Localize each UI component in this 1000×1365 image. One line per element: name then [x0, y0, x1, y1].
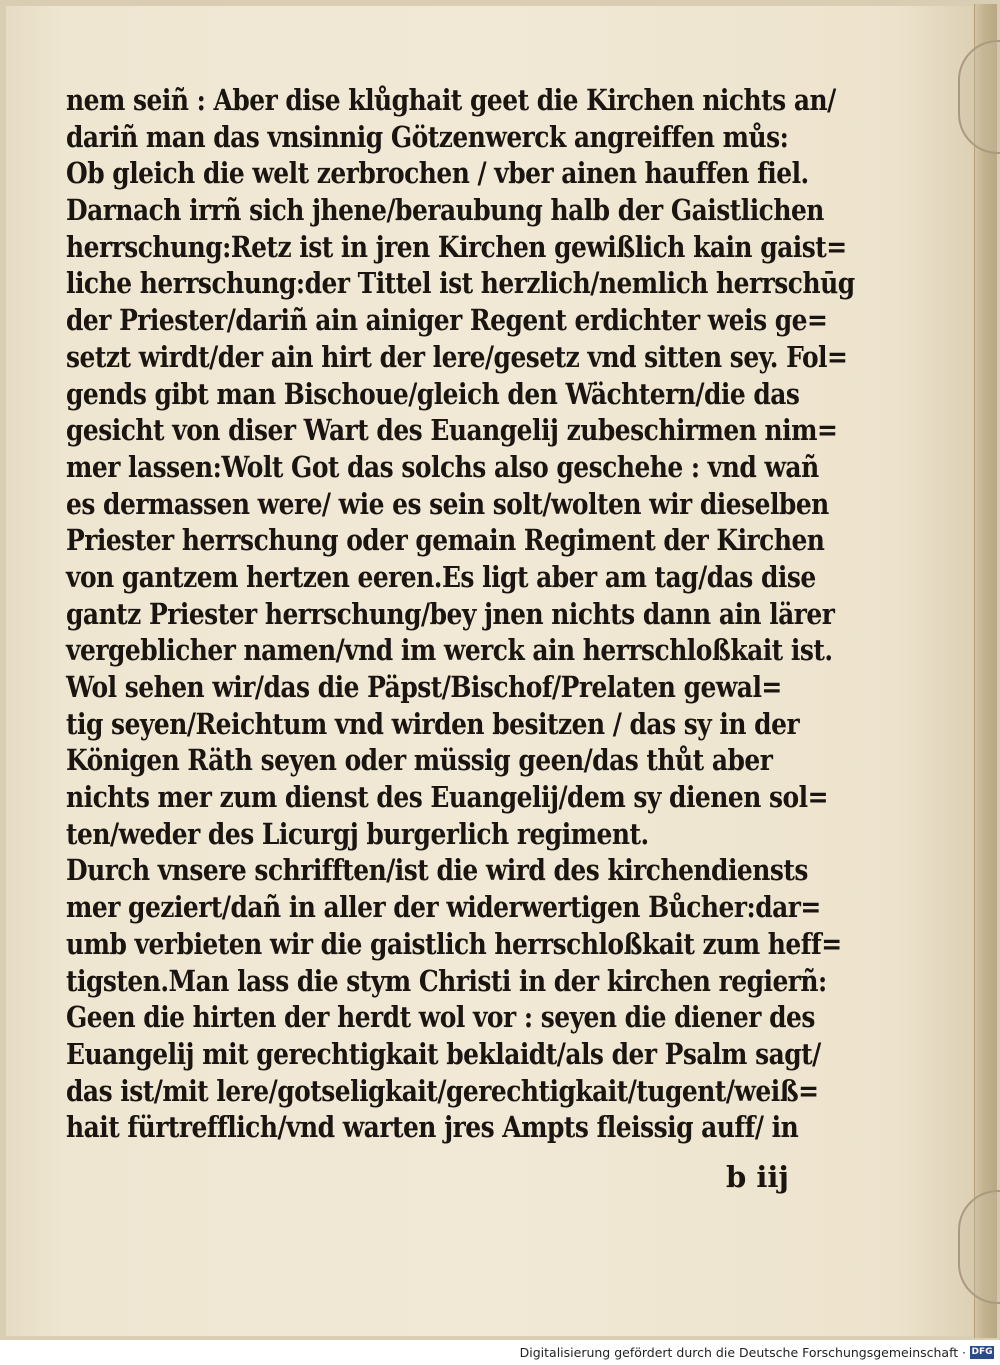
text-line: Euangelij mit gerechtigkait beklaidt/als der Psalm sagt/: [66, 1036, 821, 1071]
footer-credit-wrap: [520, 1345, 966, 1360]
text-line: dariñ man das vnsinnig Götzenwerck angreiffen můs:: [66, 119, 789, 154]
text-line: gends gibt man Bischoue/gleich den Wächtern/die das: [66, 376, 800, 411]
text-line: tigsten.Man lass die stym Christi in der kirchen regierñ:: [66, 963, 827, 998]
text-line: Königen Räth seyen oder müssig geen/das thůt aber: [66, 743, 773, 778]
text-line: Darnach irrñ sich jhene/beraubung halb der Gaistlichen: [66, 193, 824, 228]
text-line: vergeblicher namen/vnd im werck ain herrschloßkait ist.: [66, 633, 833, 668]
text-line: liche herrschung:der Tittel ist herzlich/nemlich herrschūg: [66, 266, 855, 301]
text-line: Geen die hirten der herdt wol vor : seyen die diener des: [66, 1000, 815, 1035]
text-line: nichts mer zum dienst des Euangelij/dem sy dienen sol=: [66, 780, 829, 815]
text-line: Priester herrschung oder gemain Regiment der Kirchen: [66, 523, 825, 558]
clip-mark-top: [958, 40, 1000, 154]
footer-separator: ·: [962, 1346, 966, 1360]
text-line: es dermassen were/ wie es sein solt/wolten wir dieselben: [66, 486, 829, 521]
body-text: [66, 82, 862, 1146]
text-line: das ist/mit lere/gotseligkait/gerechtigkait/tugent/weiß=: [66, 1073, 819, 1108]
text-line: umb verbieten wir die gaistlich herrschloßkait zum heff=: [66, 926, 842, 961]
text-line: Wol sehen wir/das die Päpst/Bischof/Prelaten gewal=: [66, 670, 782, 704]
text-line: hait fürtrefflich/vnd warten jres Ampts fleissig auff/ in: [66, 1110, 799, 1145]
page-edge: [974, 4, 997, 1338]
dfg-logo-icon: DFG: [971, 1347, 993, 1357]
text-line: tig seyen/Reichtum vnd wirden besitzen / das sy in der: [66, 706, 800, 741]
text-line: gantz Priester herrschung/bey jnen nichts dann ain lärer: [66, 596, 835, 631]
text-line: ten/weder des Licurgj burgerlich regiment.: [66, 816, 649, 851]
text-line: gesicht von diser Wart des Euangelij zubeschirmen nim=: [66, 413, 838, 448]
clip-mark-bottom: [958, 1190, 1000, 1304]
text-line: mer geziert/dañ in aller der widerwertigen Bůcher:dar=: [66, 890, 821, 925]
funding-credit: Digitalisierung gefördert durch die Deutsche Forschungsgemeinschaft: [519, 1345, 959, 1360]
text-line: Durch vnsere schrifften/ist die wird des kirchendiensts: [66, 853, 808, 888]
text-line: setzt wirdt/der ain hirt der lere/gesetz vnd sitten sey. Fol=: [66, 339, 848, 374]
text-line: der Priester/dariñ ain ainiger Regent erdichter weis ge=: [66, 303, 828, 338]
text-line: Ob gleich die welt zerbrochen / vber ainen hauffen fiel.: [66, 156, 809, 191]
text-line: herrschung:Retz ist in jren Kirchen gewißlich kain gaist=: [66, 229, 847, 264]
footer-bar: [0, 1340, 1000, 1365]
text-line: nem seiñ : Aber dise klůghait geet die Kirchen nichts an/: [66, 83, 836, 117]
signature-mark: b iij: [726, 1160, 789, 1194]
text-line: von gantzem hertzen eeren.Es ligt aber am tag/das dise: [66, 559, 816, 594]
text-line: mer lassen:Wolt Got das solchs also geschehe : vnd wañ: [66, 449, 819, 484]
